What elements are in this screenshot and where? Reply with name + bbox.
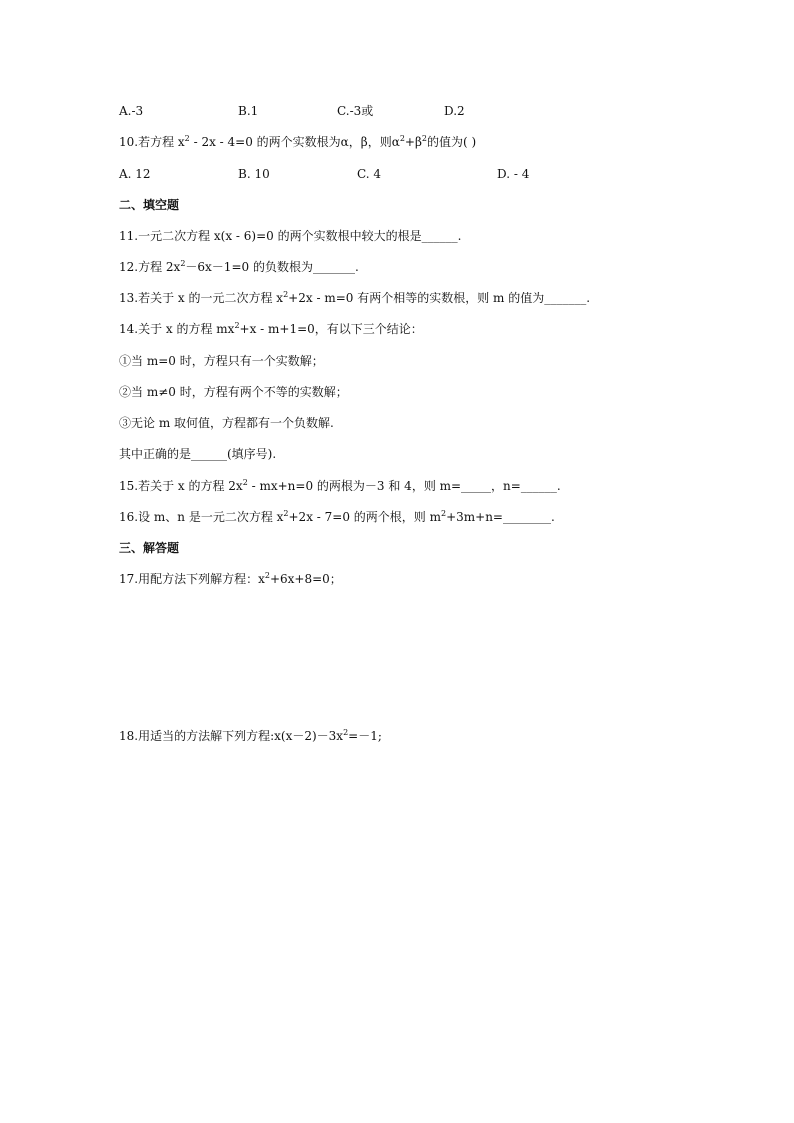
q16-before: 16.设 m、n 是一元二次方程 x — [119, 510, 284, 524]
q10-stem-plus: +β — [404, 135, 422, 149]
q10-alpha-exponent: 2 — [399, 134, 405, 143]
q9-option-b: B.1 — [238, 104, 259, 118]
q18-before: 18.用适当的方法解下列方程:x(x－2)－3x — [119, 729, 344, 743]
q10-exponent: 2 — [184, 134, 190, 143]
q9-option-a: A.-3 — [119, 104, 144, 118]
q14-conclusion-1: ①当 m=0 时，方程只有一个实数解； — [119, 354, 324, 368]
q16-exponent-2: 2 — [440, 509, 447, 518]
q16-exponent-1: 2 — [283, 509, 289, 518]
q17-after: +6x+8=0； — [269, 572, 342, 586]
q9-option-c: C.-3或 — [337, 104, 374, 118]
q15-after: - mx+n=0 的两根为－3 和 4，则 m=_____，n=______. — [247, 479, 561, 493]
question-10 — [119, 134, 476, 150]
q9-option-d: D.2 — [444, 104, 465, 118]
q14-exponent: 2 — [234, 321, 240, 330]
question-12 — [119, 259, 359, 275]
q13-exponent: 2 — [283, 290, 289, 299]
q13-before: 13.若关于 x 的一元二次方程 x — [119, 291, 284, 305]
q13-after: +2x - m=0 有两个相等的实数根，则 m 的值为_______. — [288, 291, 591, 305]
q12-before: 12.方程 2x — [119, 260, 181, 274]
q15-exponent: 2 — [242, 478, 248, 487]
question-14 — [119, 321, 423, 337]
q14-conclusion-2: ②当 m≠0 时，方程有两个不等的实数解； — [119, 385, 348, 399]
q10-option-b: B. 10 — [238, 167, 270, 181]
question-15 — [119, 478, 561, 494]
question-11: 11.一元二次方程 x(x - 6)=0 的两个实数根中较大的根是______. — [119, 229, 462, 243]
q16-middle: +2x - 7=0 的两个根，则 m — [288, 510, 441, 524]
q17-before: 17.用配方法下列解方程：x — [119, 572, 265, 586]
q14-after: +x - m+1=0，有以下三个结论： — [239, 322, 423, 336]
q18-exponent: 2 — [343, 728, 349, 737]
q10-option-a: A. 12 — [119, 167, 151, 181]
q10-beta-exponent: 2 — [421, 134, 428, 143]
q14-answer-prompt: 其中正确的是______(填序号). — [119, 447, 277, 461]
q10-option-c: C. 4 — [357, 167, 382, 181]
q17-exponent: 2 — [264, 571, 270, 580]
question-16 — [119, 509, 555, 525]
section-title-fill-in: 二、填空题 — [119, 198, 180, 212]
q10-stem-before: 10.若方程 x — [119, 135, 185, 149]
q15-before: 15.若关于 x 的方程 2x — [119, 479, 243, 493]
q10-stem-after: 的值为( ) — [427, 135, 477, 149]
q16-after: +3m+n=________. — [446, 510, 555, 524]
section-title-solve: 三、解答题 — [119, 541, 180, 555]
q12-after: －6x－1=0 的负数根为_______. — [185, 260, 359, 274]
q18-after: =－1; — [348, 729, 382, 743]
question-17 — [119, 571, 342, 587]
question-18 — [119, 728, 382, 744]
q14-before: 14.关于 x 的方程 mx — [119, 322, 235, 336]
q14-conclusion-3: ③无论 m 取何值，方程都有一个负数解. — [119, 416, 334, 430]
q10-option-d: D. - 4 — [497, 167, 530, 181]
q10-stem-middle: - 2x - 4=0 的两个实数根为α，β，则α — [189, 135, 400, 149]
q12-exponent: 2 — [180, 259, 186, 268]
question-13 — [119, 290, 590, 306]
